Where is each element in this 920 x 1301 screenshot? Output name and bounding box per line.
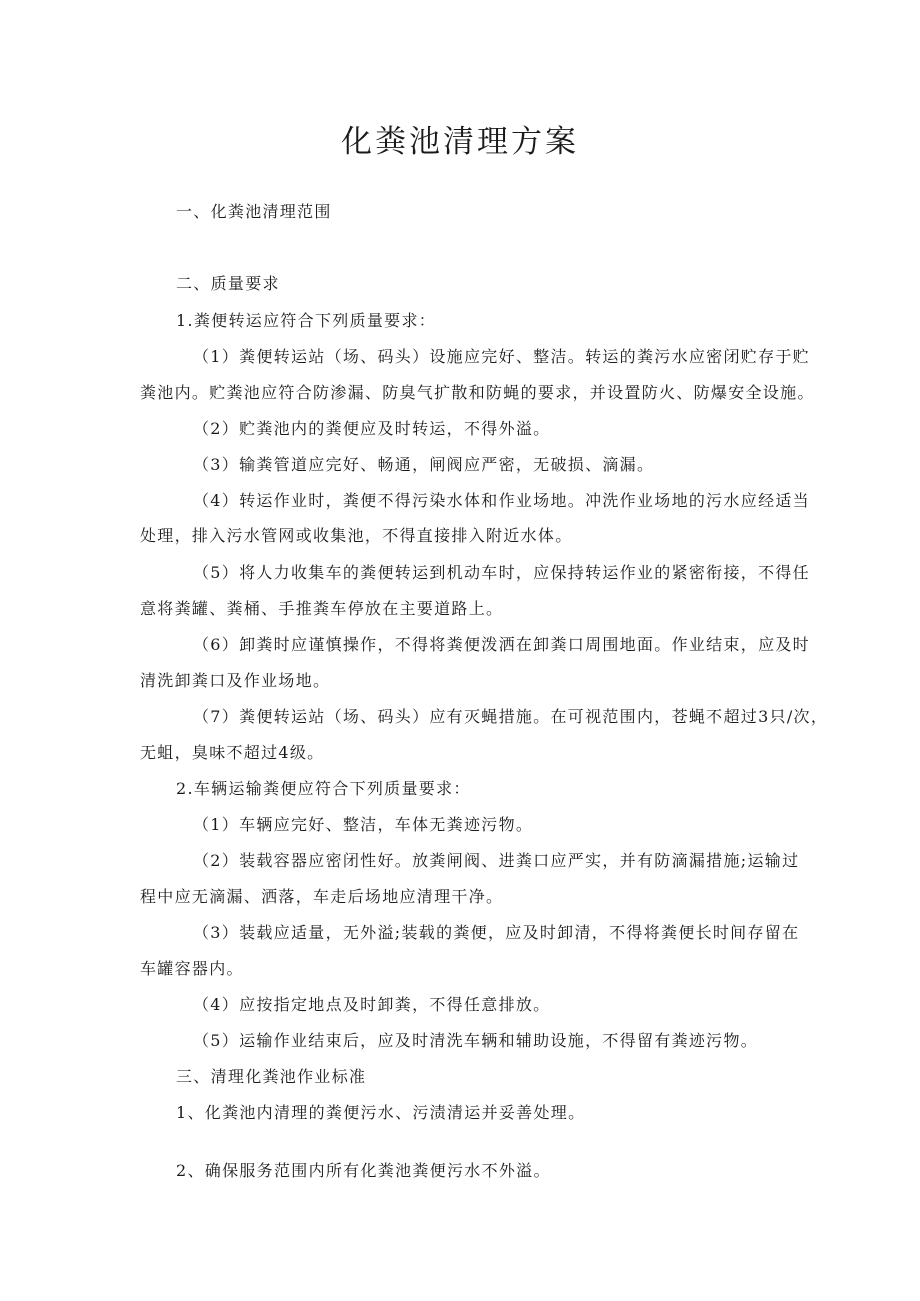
paragraph-line: 程中应无滴漏、洒落，车走后场地应清理干净。 <box>140 887 504 906</box>
paragraph-line: （5）运输作业结束后，应及时清洗车辆和辅助设施，不得留有粪迹污物。 <box>193 1031 759 1050</box>
paragraph-line: 无蛆，臭味不超过4级。 <box>140 743 325 762</box>
list-item: 2、确保服务范围内所有化粪池粪便污水不外溢。 <box>176 1161 551 1180</box>
paragraph-line: （3）输粪管道应完好、畅通，闸阀应严密，无破损、滴漏。 <box>193 455 655 474</box>
paragraph-line: 意将粪罐、粪桶、手推粪车停放在主要道路上。 <box>140 599 504 618</box>
list-item: 1、化粪池内清理的粪便污水、污渍清运并妥善处理。 <box>176 1103 586 1122</box>
paragraph-line: （5）将人力收集车的粪便转运到机动车时，应保持转运作业的紧密衔接，不得任 <box>193 563 810 582</box>
paragraph-line: （2）贮粪池内的粪便应及时转运，不得外溢。 <box>193 419 551 438</box>
section-heading: 二、质量要求 <box>176 274 280 293</box>
paragraph-line: （6）卸粪时应谨慎操作，不得将粪便泼洒在卸粪口周围地面。作业结束，应及时 <box>193 635 810 654</box>
section-heading: 三、清理化粪池作业标准 <box>176 1067 367 1086</box>
page-title: 化粪池清理方案 <box>341 124 579 160</box>
list-item: 1.粪便转运应符合下列质量要求： <box>176 311 437 330</box>
section-heading: 一、化粪池清理范围 <box>176 202 332 221</box>
list-item: 2.车辆运输粪便应符合下列质量要求： <box>176 779 471 798</box>
paragraph-line: （1）粪便转运站（场、码头）设施应完好、整洁。转运的粪污水应密闭贮存于贮 <box>193 347 810 366</box>
paragraph-line: （7）粪便转运站（场、码头）应有灭蝇措施。在可视范围内，苍蝇不超过3只/次， <box>193 707 829 726</box>
paragraph-line: （3）装载应适量，无外溢;装载的粪便，应及时卸清，不得将粪便长时间存留在 <box>193 923 800 942</box>
paragraph-line: 粪池内。贮粪池应符合防渗漏、防臭气扩散和防蝇的要求，并设置防火、防爆安全设施。 <box>140 383 815 402</box>
paragraph-line: 车罐容器内。 <box>140 959 244 978</box>
paragraph-line: （4）应按指定地点及时卸粪，不得任意排放。 <box>193 995 551 1014</box>
paragraph-line: 清洗卸粪口及作业场地。 <box>140 671 331 690</box>
paragraph-line: （4）转运作业时，粪便不得污染水体和作业场地。冲洗作业场地的污水应经适当 <box>193 491 810 510</box>
paragraph-line: 处理，排入污水管网或收集池，不得直接排入附近水体。 <box>140 526 573 545</box>
paragraph-line: （2）装载容器应密闭性好。放粪闸阀、进粪口应严实，并有防滴漏措施;运输过 <box>193 851 800 870</box>
paragraph-line: （1）车辆应完好、整洁，车体无粪迹污物。 <box>193 815 534 834</box>
